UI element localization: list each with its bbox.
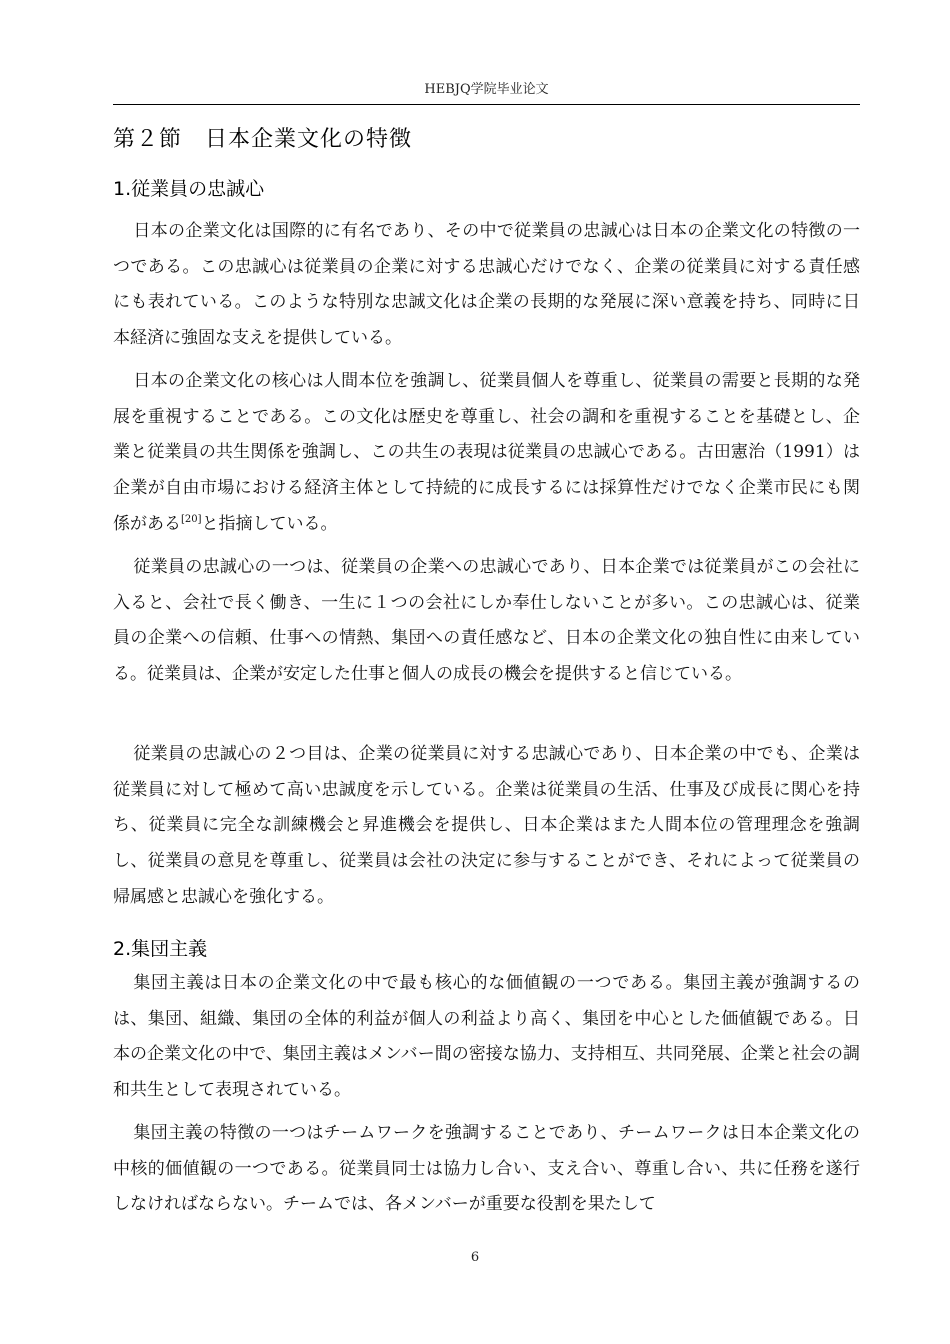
paragraph-1: 日本の企業文化は国際的に有名であり、その中で従業員の忠誠心は日本の企業文化の特徴の一つである。この忠誠心は従業員の企業に対する忠誠心だけでなく、企業の従業員に対する責任感にも表れている。このような特別な忠誠文化は企業の長期的な発展に深い意義を持ち、同時に日本経済に強固な支えを提供している。 [113, 221, 860, 349]
subsection-title-loyalty: 1.従業員の忠誠心 [113, 178, 265, 200]
paragraph-2-text: 日本の企業文化の核心は人間本位を強調し、従業員個人を尊重し、従業員の需要と長期的な発展を重視することである。この文化は歴史を尊重し、社会の調和を重視することを基礎とし、企業と従業員の共生関係を強調し、この共生の表現は従業員の忠誠心である。古田憲治（1991）は企業が自由市場における経済主体として持続的に成長するには採算性だけでなく企業市民にも関係がある [113, 371, 860, 534]
section-title: 第２節 日本企業文化の特徴 [113, 127, 413, 152]
page-number: 6 [470, 1250, 480, 1265]
paragraph-3: 従業員の忠誠心の一つは、従業員の企業への忠誠心であり、日本企業では従業員がこの会社に入ると、会社で長く働き、一生に１つの会社にしか奉仕しないことが多い。この忠誠心は、従業員の企業への信頼、仕事への情熱、集団への責任感など、日本の企業文化の独自性に由来している。従業員は、企業が安定した仕事と個人の成長の機会を提供すると信じている。 [113, 557, 860, 685]
paragraph-5: 集団主義は日本の企業文化の中で最も核心的な価値観の一つである。集団主義が強調するのは、集団、組織、集団の全体的利益が個人の利益より高く、集団を中心とした価値観である。日本の企業文化の中で、集団主義はメンバー間の密接な協力、支持相互、共同発展、企業と社会の調和共生として表現されている。 [113, 973, 860, 1101]
paragraph-2-tail: と指摘している。 [201, 513, 338, 534]
paragraph-2 [113, 364, 860, 543]
paragraph-6: 集団主義の特徴の一つはチームワークを強調することであり、チームワークは日本企業文化の中核的価値観の一つである。従業員同士は協力し合い、支え合い、尊重し合い、共に任務を遂行しなければならない。チームでは、各メンバーが重要な役割を果たして [113, 1123, 860, 1215]
running-header: HEBJQ学院毕业论文 [424, 82, 549, 97]
citation-ref: [20] [181, 513, 202, 525]
subsection-title-collectivism: 2.集団主義 [113, 938, 208, 960]
paragraph-4: 従業員の忠誠心の２つ目は、企業の従業員に対する忠誠心であり、日本企業の中でも、企業は従業員に対して極めて高い忠誠度を示している。企業は従業員の生活、仕事及び成長に関心を持ち、従業員に完全な訓練機会と昇進機会を提供し、日本企業はまた人間本位の管理理念を強調し、従業員の意見を尊重し、従業員は会社の決定に参与することができ、それによって従業員の帰属感と忠誠心を強化する。 [113, 744, 860, 907]
header-rule [113, 104, 860, 105]
